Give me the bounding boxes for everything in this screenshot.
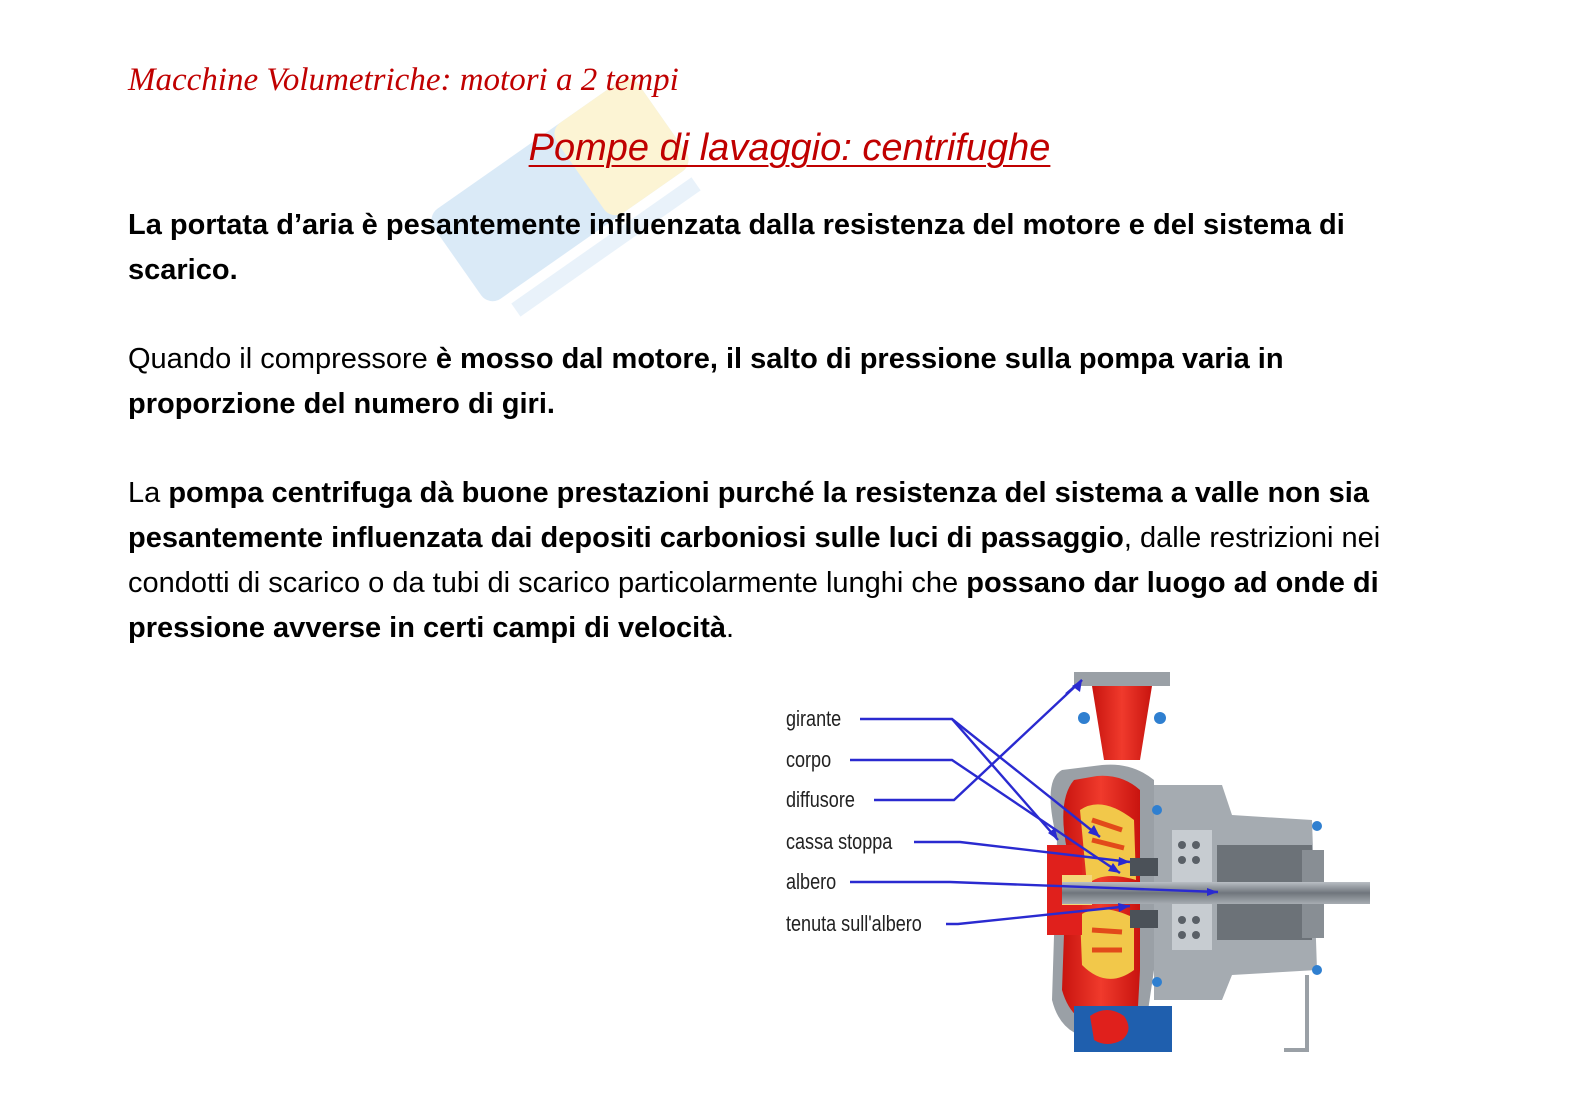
paragraph-pump-text-1: La [128, 477, 169, 509]
pump-drawing [762, 670, 1372, 1056]
label-diffusore: diffusore [786, 787, 855, 812]
paragraph-air-flow-bold: La portata d’aria è pesantemente influenzata dalla resistenza del motore e del sistema di scarico. [128, 209, 1345, 286]
label-cassa-stoppa: cassa stoppa [786, 829, 893, 854]
slide-title: Pompe di lavaggio: centrifughe [528, 127, 1051, 169]
label-albero: albero [786, 869, 837, 894]
label-tenuta: tenuta sull'albero [786, 911, 922, 936]
paragraph-pump-text-3: . [726, 612, 735, 644]
paragraph-compressor [128, 337, 1458, 427]
discharge-flange [1074, 672, 1170, 686]
stuffing-box [1130, 858, 1158, 876]
pump-cutaway-figure [762, 670, 1372, 1056]
header-title: Macchine Volumetriche: motori a 2 tempi [128, 62, 679, 98]
support-leg [1284, 975, 1307, 1050]
paragraph-air-flow [128, 203, 1458, 293]
impeller-lower [1080, 909, 1134, 979]
paragraph-centrifugal-pump [128, 471, 1458, 651]
paragraph-pump-text-2: , dalle restrizioni nei condotti di scarico o da tubi di scarico particolarmente lunghi che [128, 522, 1381, 599]
discharge-nozzle [1092, 686, 1152, 760]
label-girante: girante [786, 706, 842, 731]
paragraph-pump-bold-2: possano dar luogo ad onde di pressione avverse in certi campi di velocità [128, 567, 1379, 644]
paragraph-compressor-text: Quando il compressore [128, 343, 436, 375]
paragraph-compressor-bold: è mosso dal motore, il salto di pressione sulla pompa varia in proporzione del numero di giri. [128, 343, 1284, 420]
paragraph-pump-bold-1: pompa centrifuga dà buone prestazioni purché la resistenza del sistema a valle non sia pesantemente influenzata dai depositi carboniosi sulle luci di passaggio [128, 477, 1369, 554]
label-corpo: corpo [786, 747, 832, 772]
